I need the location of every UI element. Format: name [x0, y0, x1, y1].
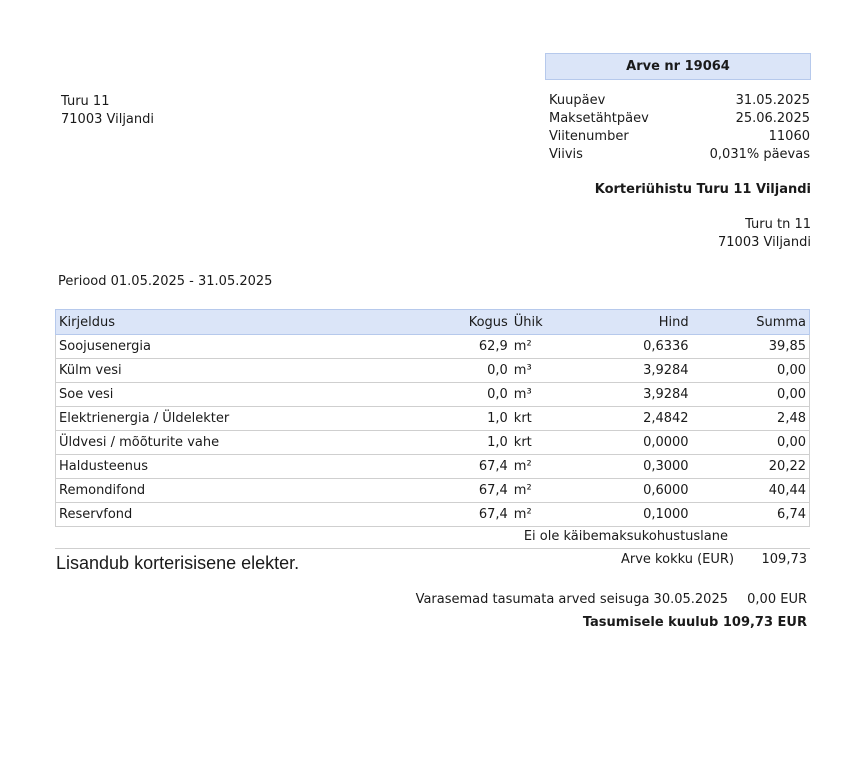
row-quantity: 67,4	[437, 479, 511, 503]
row-unit: krt	[511, 431, 571, 455]
row-sum: 0,00	[701, 359, 810, 383]
amount-due: Tasumisele kuulub 109,73 EUR	[582, 615, 807, 630]
row-description: Elektrienergia / Üldelekter	[56, 407, 437, 431]
row-price: 0,0000	[571, 431, 701, 455]
row-price: 0,6000	[571, 479, 701, 503]
row-unit: m²	[511, 503, 571, 527]
row-unit: krt	[511, 407, 571, 431]
row-price: 3,9284	[571, 383, 701, 407]
vat-status-line	[55, 525, 810, 549]
row-sum: 20,22	[701, 455, 810, 479]
row-quantity: 67,4	[437, 503, 511, 527]
customer-address-line1: Turu 11	[61, 94, 110, 109]
table-row	[56, 335, 810, 359]
row-sum: 6,74	[701, 503, 810, 527]
table-row	[56, 359, 810, 383]
row-price: 3,9284	[571, 359, 701, 383]
row-quantity: 62,9	[437, 335, 511, 359]
meta-value: 11060	[768, 129, 810, 144]
row-sum: 40,44	[701, 479, 810, 503]
row-description: Külm vesi	[56, 359, 437, 383]
row-sum: 0,00	[701, 431, 810, 455]
meta-value: 31.05.2025	[735, 93, 810, 108]
invoice-title: Arve nr 19064	[545, 53, 811, 80]
table-row	[56, 407, 810, 431]
vat-status-text: Ei ole käibemaksukohustuslane	[523, 529, 728, 544]
issuer-address-line1: Turu tn 11	[745, 217, 811, 232]
row-sum: 2,48	[701, 407, 810, 431]
header-quantity: Kogus	[437, 310, 511, 335]
table-row	[56, 383, 810, 407]
customer-address-line2: 71003 Viljandi	[61, 112, 154, 127]
row-description: Soojusenergia	[56, 335, 437, 359]
meta-row-date	[549, 93, 810, 111]
meta-row-reference	[549, 129, 810, 147]
previous-unpaid-value: 0,00 EUR	[747, 592, 807, 607]
meta-value: 0,031% päevas	[709, 147, 810, 162]
meta-label: Viitenumber	[549, 129, 629, 144]
row-price: 0,3000	[571, 455, 701, 479]
row-description: Remondifond	[56, 479, 437, 503]
meta-label: Kuupäev	[549, 93, 606, 108]
meta-row-penalty	[549, 147, 810, 165]
issuer-name: Korteriühistu Turu 11 Viljandi	[594, 182, 811, 197]
meta-value: 25.06.2025	[735, 111, 810, 126]
meta-row-due-date	[549, 111, 810, 129]
previous-unpaid-label: Varasemad tasumata arved seisuga 30.05.2025	[415, 592, 728, 607]
header-description: Kirjeldus	[56, 310, 437, 335]
row-description: Haldusteenus	[56, 455, 437, 479]
meta-label: Maksetähtpäev	[549, 111, 649, 126]
row-quantity: 67,4	[437, 455, 511, 479]
row-description: Reservfond	[56, 503, 437, 527]
row-price: 0,6336	[571, 335, 701, 359]
row-unit: m²	[511, 335, 571, 359]
total-label: Arve kokku (EUR)	[621, 552, 735, 567]
table-header-row	[56, 310, 810, 335]
total-value: 109,73	[761, 552, 807, 567]
billing-period: Periood 01.05.2025 - 31.05.2025	[58, 274, 273, 289]
items-table	[55, 309, 810, 527]
table-row	[56, 455, 810, 479]
row-price: 0,1000	[571, 503, 701, 527]
row-sum: 39,85	[701, 335, 810, 359]
row-price: 2,4842	[571, 407, 701, 431]
invoice-note: Lisandub korterisisene elekter.	[56, 553, 300, 573]
meta-label: Viivis	[549, 147, 583, 162]
header-unit: Ühik	[511, 310, 571, 335]
table-row	[56, 431, 810, 455]
row-quantity: 0,0	[437, 359, 511, 383]
issuer-address-line2: 71003 Viljandi	[718, 235, 811, 250]
row-unit: m³	[511, 359, 571, 383]
header-price: Hind	[571, 310, 701, 335]
row-unit: m²	[511, 455, 571, 479]
row-description: Soe vesi	[56, 383, 437, 407]
row-quantity: 1,0	[437, 431, 511, 455]
row-description: Üldvesi / mõõturite vahe	[56, 431, 437, 455]
row-quantity: 0,0	[437, 383, 511, 407]
row-sum: 0,00	[701, 383, 810, 407]
table-row	[56, 503, 810, 527]
row-unit: m³	[511, 383, 571, 407]
row-quantity: 1,0	[437, 407, 511, 431]
row-unit: m²	[511, 479, 571, 503]
header-sum: Summa	[701, 310, 810, 335]
table-row	[56, 479, 810, 503]
